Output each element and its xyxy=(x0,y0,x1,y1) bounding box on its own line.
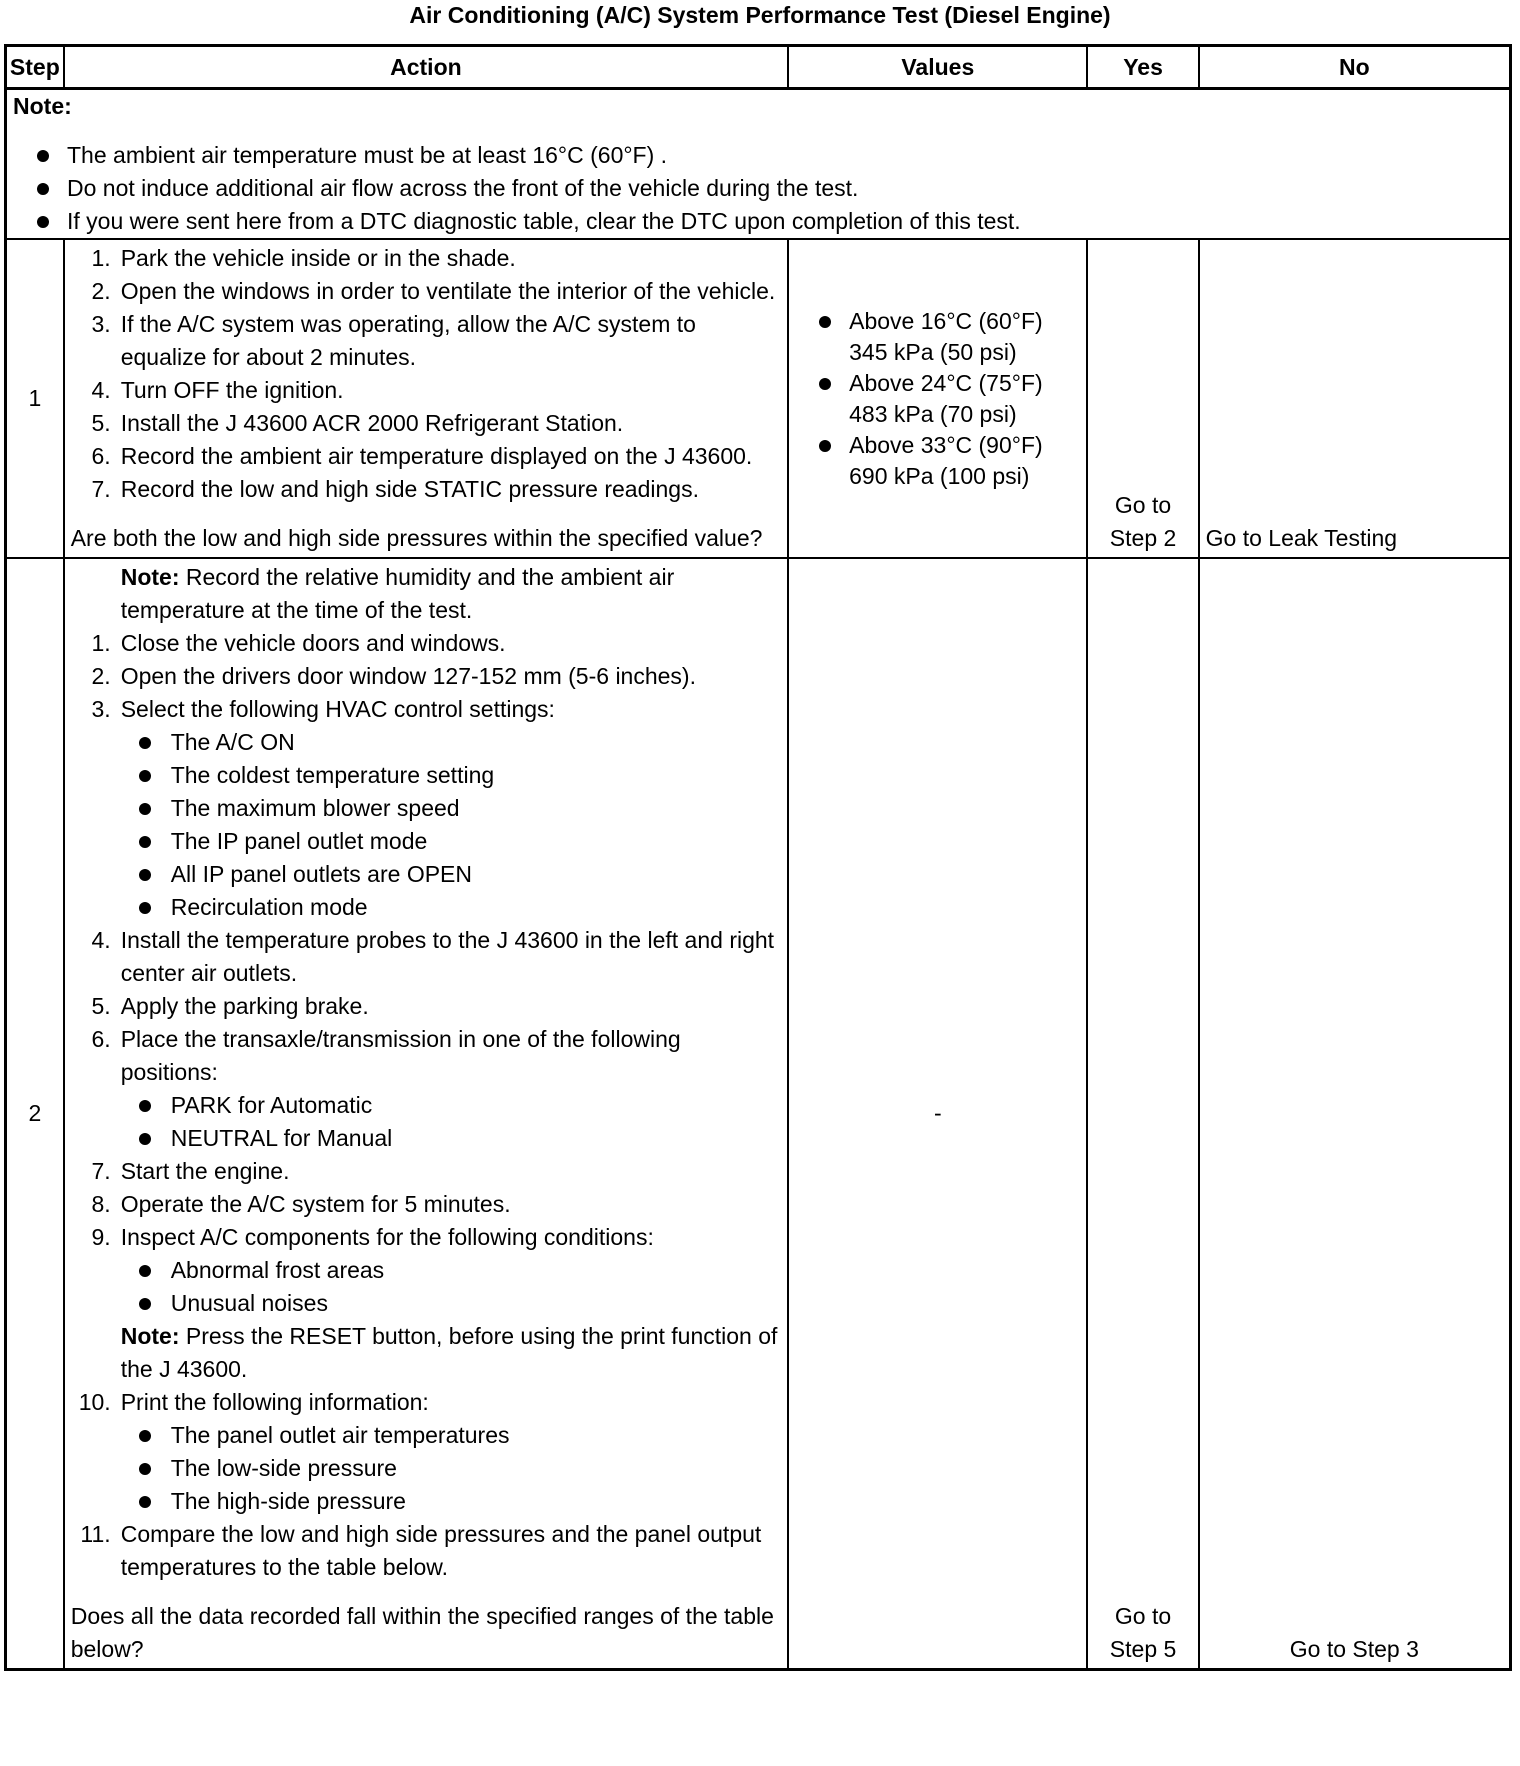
sub-item: The low-side pressure xyxy=(121,1452,781,1485)
value-item: Above 33°C (90°F) 690 kPa (100 psi) xyxy=(795,430,1080,492)
header-row xyxy=(6,46,1511,89)
no-link[interactable]: Go to Step 3 xyxy=(1289,1636,1419,1662)
action-item: 2. Open the drivers door window 127-152 mm (5-6 inches). xyxy=(91,663,696,689)
step1-no xyxy=(1199,239,1511,558)
step2-note-2: Note: Press the RESET button, before using the print function of the J 43600. xyxy=(120,1323,778,1382)
step-row-2 xyxy=(6,558,1511,1670)
transmission-positions-list xyxy=(121,1089,781,1155)
action-item: 1. Park the vehicle inside or in the shade. xyxy=(91,245,516,271)
action-item: 6. Record the ambient air temperature displayed on the J 43600. xyxy=(91,443,753,469)
step1-yes xyxy=(1087,239,1198,558)
action-item: 7. Record the low and high side STATIC pressure readings. xyxy=(91,476,699,502)
sub-item: The IP panel outlet mode xyxy=(121,825,781,858)
yes-link[interactable]: Go to Step 2 xyxy=(1109,492,1177,551)
sub-item: Abnormal frost areas xyxy=(121,1254,781,1287)
header-yes: Yes xyxy=(1087,46,1198,89)
step1-values-list xyxy=(795,306,1080,492)
note-item: The ambient air temperature must be at least 16°C (60°F) . xyxy=(13,139,1503,172)
action-item: 2. Open the windows in order to ventilate the interior of the vehicle. xyxy=(91,278,776,304)
no-link[interactable]: Go to Leak Testing xyxy=(1205,525,1398,551)
action-item: 6. Place the transaxle/transmission in one of the following positions: PARK for Automatic NEUTRAL for Manual xyxy=(71,1023,781,1155)
value-item: Above 16°C (60°F) 345 kPa (50 psi) xyxy=(795,306,1080,368)
yes-link[interactable]: Go to Step 5 xyxy=(1109,1603,1177,1662)
diagnostic-table xyxy=(4,44,1512,1671)
step1-action-cell xyxy=(64,239,788,558)
action-item: 4. Turn OFF the ignition. xyxy=(91,377,344,403)
action-item: 11. Compare the low and high side pressures and the panel output temperatures to the table below. xyxy=(80,1521,762,1580)
step2-no xyxy=(1199,558,1511,1670)
header-values: Values xyxy=(788,46,1087,89)
step2-note: Note: Record the relative humidity and the ambient air temperature at the time of the test. xyxy=(120,564,675,623)
sub-item: NEUTRAL for Manual xyxy=(121,1122,781,1155)
action-item: 5. Apply the parking brake. xyxy=(91,993,369,1019)
action-item: 10. Print the following information: The panel outlet air temperatures The low-side pressure The high-side pressure xyxy=(71,1386,781,1518)
sub-item: The panel outlet air temperatures xyxy=(121,1419,781,1452)
sub-item: The A/C ON xyxy=(121,726,781,759)
note-cell xyxy=(6,89,1511,240)
sub-item: The maximum blower speed xyxy=(121,792,781,825)
sub-item: The coldest temperature setting xyxy=(121,759,781,792)
step2-action-cell xyxy=(64,558,788,1670)
step1-question: Are both the low and high side pressures within the specified value? xyxy=(70,525,763,551)
conditions-list xyxy=(121,1254,781,1320)
hvac-settings-list xyxy=(121,726,781,924)
header-action: Action xyxy=(64,46,788,89)
note-item: If you were sent here from a DTC diagnostic table, clear the DTC upon completion of this test. xyxy=(13,205,1503,238)
action-item: 5. Install the J 43600 ACR 2000 Refrigerant Station. xyxy=(91,410,624,436)
step2-action-list xyxy=(71,627,781,1584)
note-row xyxy=(6,89,1511,240)
step2-question: Does all the data recorded fall within the specified ranges of the table below? xyxy=(70,1603,774,1662)
action-item: 3. Select the following HVAC control settings: The A/C ON The coldest temperature setting The maximum blower speed The IP panel outlet mode All IP panel outlets are OPEN Recirculation mode xyxy=(71,693,781,924)
action-item: 7. Start the engine. xyxy=(91,1158,290,1184)
action-item: 8. Operate the A/C system for 5 minutes. xyxy=(91,1191,511,1217)
step-number: 2 xyxy=(6,558,64,1670)
step-row-1 xyxy=(6,239,1511,558)
sub-item: Recirculation mode xyxy=(121,891,781,924)
step-number: 1 xyxy=(6,239,64,558)
print-info-list xyxy=(121,1419,781,1518)
sub-item: Unusual noises xyxy=(121,1287,781,1320)
sub-item: PARK for Automatic xyxy=(121,1089,781,1122)
header-no: No xyxy=(1199,46,1511,89)
value-item: Above 24°C (75°F) 483 kPa (70 psi) xyxy=(795,368,1080,430)
step2-yes xyxy=(1087,558,1198,1670)
action-item: 1. Close the vehicle doors and windows. xyxy=(91,630,506,656)
sub-item: The high-side pressure xyxy=(121,1485,781,1518)
note-list xyxy=(13,139,1503,238)
action-item: 3. If the A/C system was operating, allow the A/C system to equalize for about 2 minutes. xyxy=(91,311,696,370)
step2-values-cell: - xyxy=(788,558,1087,1670)
note-label: Note: xyxy=(13,93,72,119)
action-item: 4. Install the temperature probes to the J 43600 in the left and right center air outlets. xyxy=(91,927,775,986)
page-title: Air Conditioning (A/C) System Performance Test (Diesel Engine) xyxy=(409,2,1111,28)
note-item: Do not induce additional air flow across the front of the vehicle during the test. xyxy=(13,172,1503,205)
header-step: Step xyxy=(6,46,64,89)
step1-values-cell xyxy=(788,239,1087,558)
step1-action-list xyxy=(71,242,781,506)
action-item: 9. Inspect A/C components for the following conditions: Abnormal frost areas Unusual noises Note: Press the RESET button, before using the print function of the J 43600. xyxy=(71,1221,781,1386)
sub-item: All IP panel outlets are OPEN xyxy=(121,858,781,891)
